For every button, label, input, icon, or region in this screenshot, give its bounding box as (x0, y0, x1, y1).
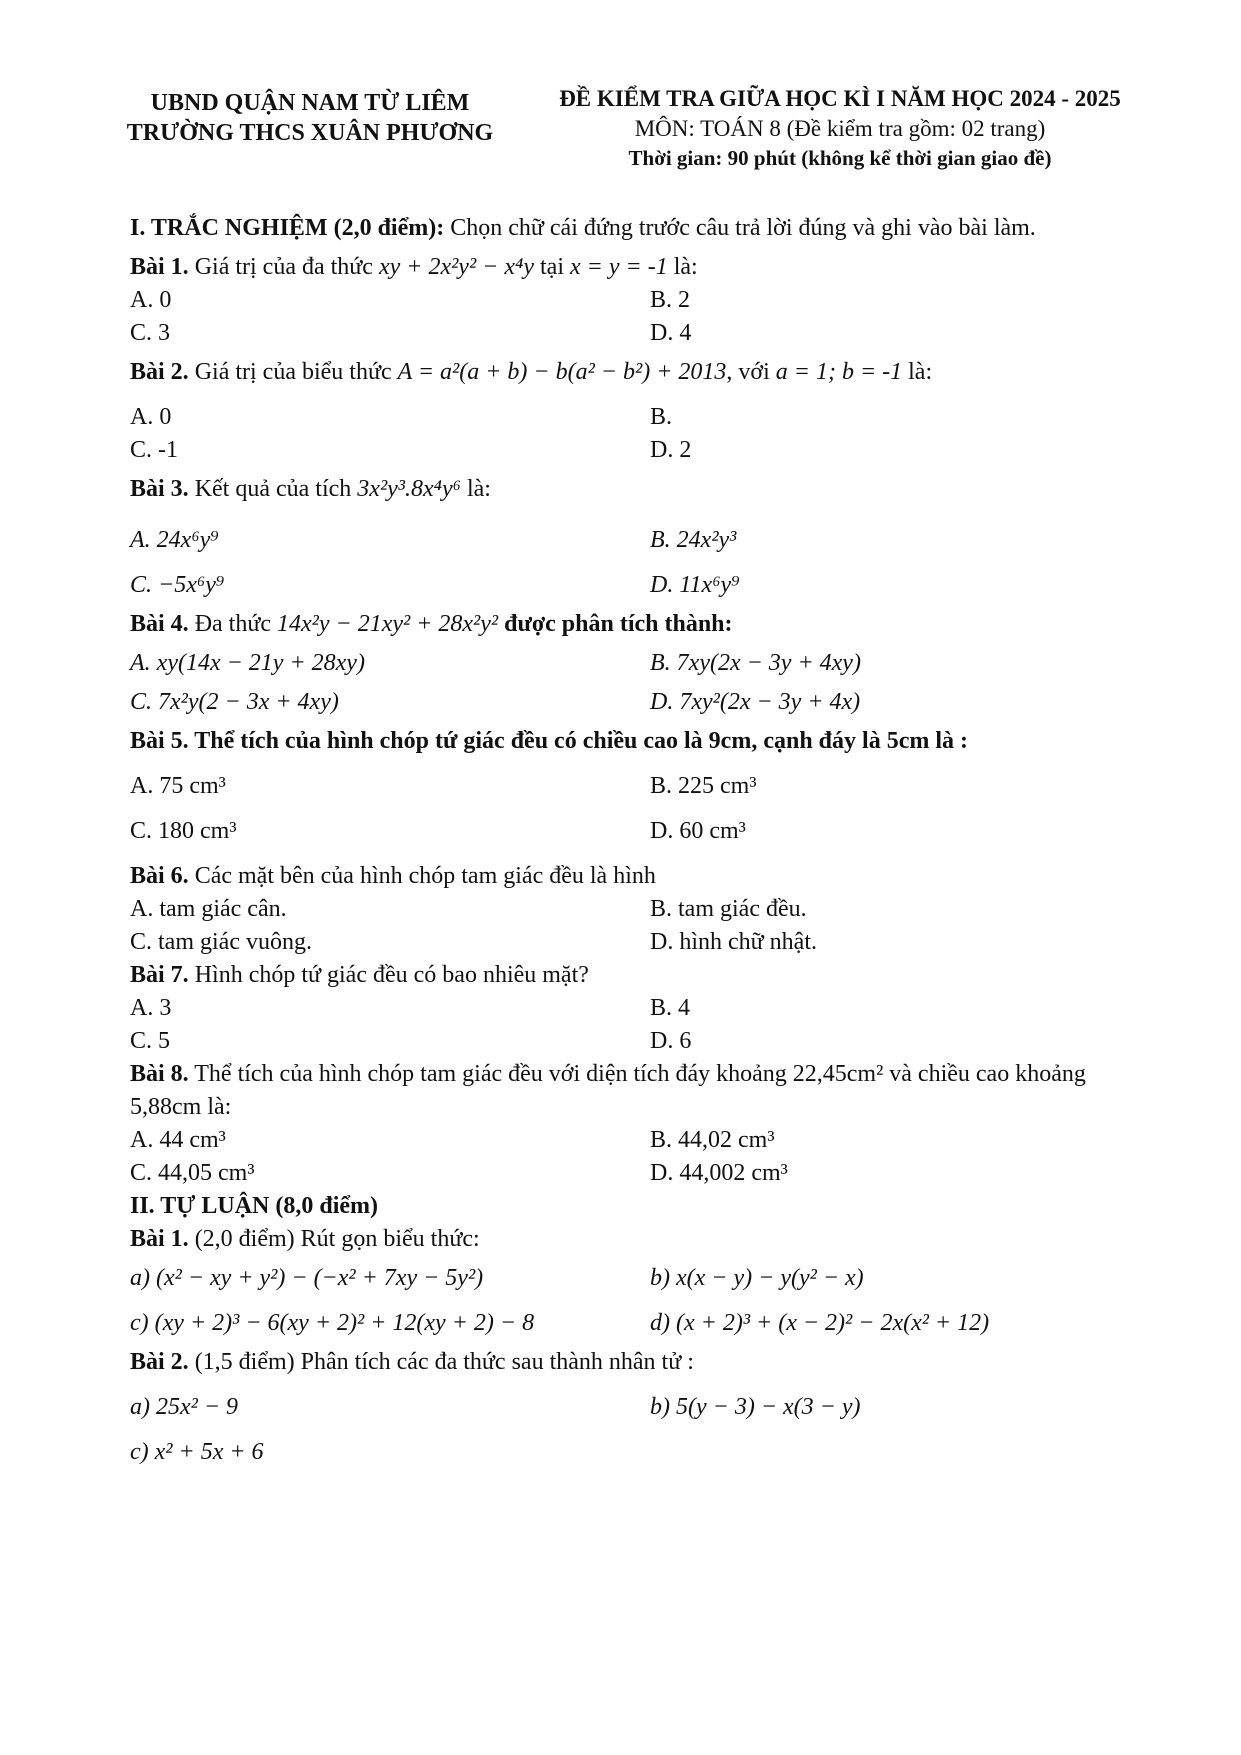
essay-1-c: c) (xy + 2)³ − 6(xy + 2)² + 12(xy + 2) − 8 (130, 1310, 535, 1336)
question-5: Bài 5. Thể tích của hình chóp tứ giác đều có chiều cao là 9cm, cạnh đáy là 5cm là : (130, 728, 968, 754)
option-b: B. 2 (650, 287, 691, 313)
option-d: D. 60 cm³ (650, 818, 746, 844)
option-d: D. 2 (650, 437, 692, 463)
district-name: UBND QUẬN NAM TỪ LIÊM (150, 90, 470, 116)
option-b: B. 44,02 cm³ (650, 1127, 775, 1153)
e2-row2 (130, 1436, 1150, 1469)
q8-options-row2 (130, 1157, 1150, 1190)
q5-options-row2 (130, 815, 1150, 848)
option-d: D. hình chữ nhật. (650, 929, 817, 955)
option-c: C. tam giác vuông. (130, 929, 312, 955)
e1-row1 (130, 1262, 1150, 1295)
essay-1-a: a) (x² − xy + y²) − (−x² + 7xy − 5y²) (130, 1265, 484, 1291)
option-b: B. tam giác đều. (650, 896, 807, 922)
q2-options-row2 (130, 434, 1150, 467)
option-d: D. 44,002 cm³ (650, 1160, 788, 1186)
q4-options-row1 (130, 647, 1150, 680)
part2-heading: II. TỰ LUẬN (8,0 điểm) (130, 1193, 379, 1219)
q6-options-row2 (130, 926, 1150, 959)
option-d: D. 6 (650, 1028, 692, 1054)
option-d: D. 4 (650, 320, 692, 346)
essay-2-b: b) 5(y − 3) − x(3 − y) (650, 1394, 861, 1420)
option-b: B. 24x²y³ (650, 527, 737, 553)
e1-row2 (130, 1307, 1150, 1340)
exam-title: ĐỀ KIỂM TRA GIỮA HỌC KÌ I NĂM HỌC 2024 - 2025 (559, 86, 1121, 111)
q4-options-row2 (130, 686, 1150, 719)
question-4: Bài 4. Đa thức 14x²y − 21xy² + 28x²y² được phân tích thành: (130, 611, 733, 637)
question-1: Bài 1. Giá trị của đa thức xy + 2x²y² − x⁴y tại x = y = -1 là: (130, 254, 698, 280)
part1-heading: I. TRẮC NGHIỆM (2,0 điểm): Chọn chữ cái đứng trước câu trả lời đúng và ghi vào bài làm. (130, 215, 1036, 241)
option-c: C. 5 (130, 1028, 171, 1054)
exam-subject: MÔN: TOÁN 8 (Đề kiểm tra gồm: 02 trang) (634, 116, 1046, 141)
school-name: TRƯỜNG THCS XUÂN PHƯƠNG (126, 120, 494, 146)
q7-options-row2 (130, 1025, 1150, 1058)
essay-2-c: c) x² + 5x + 6 (130, 1439, 264, 1465)
option-b: B. 4 (650, 995, 691, 1021)
essay-2-a: a) 25x² − 9 (130, 1394, 239, 1420)
question-8: Bài 8. Thể tích của hình chóp tam giác đều với diện tích đáy khoảng 22,45cm² và chiều cao khoảng 5,88cm là: (130, 1061, 1086, 1120)
q1-options-row1 (130, 284, 1150, 317)
essay-1-d: d) (x + 2)³ + (x − 2)² − 2x(x² + 12) (650, 1310, 990, 1336)
q7-options-row1 (130, 992, 1150, 1025)
option-a: A. 44 cm³ (130, 1127, 226, 1153)
option-a: A. xy(14x − 21y + 28xy) (130, 650, 365, 676)
option-b: B. 225 cm³ (650, 773, 757, 799)
option-d: D. 7xy²(2x − 3y + 4x) (650, 689, 861, 715)
q3-options-row2 (130, 569, 1150, 602)
q1-options-row2 (130, 317, 1150, 350)
option-a: A. 3 (130, 995, 172, 1021)
option-c: C. 44,05 cm³ (130, 1160, 255, 1186)
school-header (120, 88, 500, 148)
option-b: B. 7xy(2x − 3y + 4xy) (650, 650, 861, 676)
essay-2: Bài 2. (1,5 điểm) Phân tích các đa thức sau thành nhân tử : (130, 1349, 694, 1375)
exam-duration: Thời gian: 90 phút (không kể thời gian giao đề) (628, 146, 1052, 170)
essay-1: Bài 1. (2,0 điểm) Rút gọn biểu thức: (130, 1226, 480, 1252)
q6-options-row1 (130, 893, 1150, 926)
e2-row1 (130, 1391, 1150, 1424)
option-a: A. 75 cm³ (130, 773, 226, 799)
option-a: A. 0 (130, 404, 172, 430)
question-3: Bài 3. Kết quả của tích 3x²y³.8x⁴y⁶ là: (130, 476, 491, 502)
option-d: D. 11x⁶y⁹ (650, 572, 740, 598)
option-a: A. 0 (130, 287, 172, 313)
option-c: C. 7x²y(2 − 3x + 4xy) (130, 689, 339, 715)
option-a: A. 24x⁶y⁹ (130, 527, 219, 553)
q8-options-row1 (130, 1124, 1150, 1157)
q3-options-row1 (130, 524, 1150, 557)
option-b: B. (650, 404, 673, 430)
option-c: C. 180 cm³ (130, 818, 237, 844)
question-2: Bài 2. Giá trị của biểu thức A = a²(a + b) − b(a² − b²) + 2013, với a = 1; b = -1 là: (130, 359, 933, 385)
question-7: Bài 7. Hình chóp tứ giác đều có bao nhiêu mặt? (130, 962, 589, 988)
option-c: C. −5x⁶y⁹ (130, 572, 225, 598)
exam-body (130, 212, 1150, 1469)
q2-options-row1 (130, 401, 1150, 434)
essay-1-b: b) x(x − y) − y(y² − x) (650, 1265, 864, 1291)
question-6: Bài 6. Các mặt bên của hình chóp tam giác đều là hình (130, 863, 656, 889)
exam-header (520, 84, 1160, 172)
option-c: C. -1 (130, 437, 178, 463)
option-a: A. tam giác cân. (130, 896, 287, 922)
option-c: C. 3 (130, 320, 171, 346)
q5-options-row1 (130, 770, 1150, 803)
